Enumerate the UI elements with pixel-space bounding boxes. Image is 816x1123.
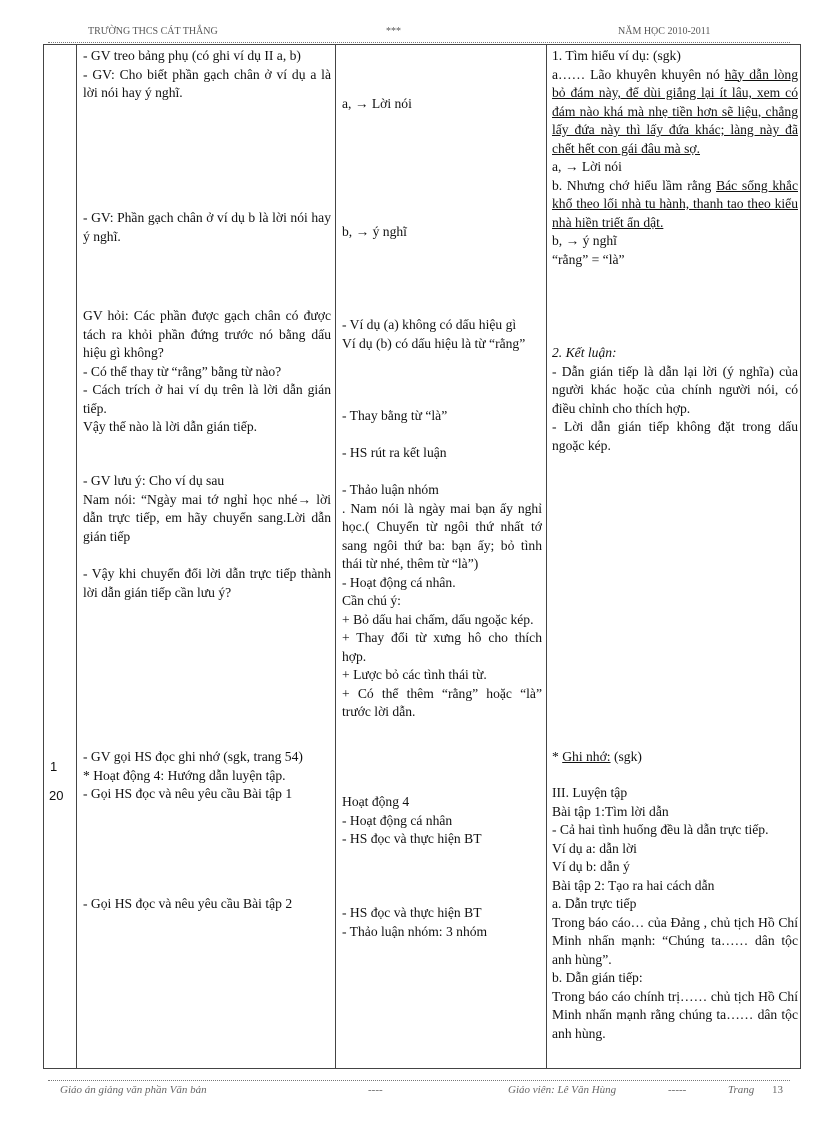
student-block-3: - Ví dụ (a) không có dấu hiệu gì Ví dụ (b) có dấu hiệu là từ “rằng”: [342, 317, 526, 351]
student-block-5: - HS rút ra kết luận: [342, 445, 447, 460]
teacher-block-1: - GV treo bảng phụ (có ghi ví dụ II a, b) - GV: Cho biết phần gạch chân ở ví dụ a là lời nói hay ý nghĩ.: [83, 48, 331, 100]
footer-page-label: Trang: [728, 1084, 755, 1096]
teacher-block-4: - GV lưu ý: Cho ví dụ sau Nam nói: “Ngày mai tớ nghỉ học nhé→ lời dẫn trực tiếp, em hãy chuyển sang.Lời dẫn gián tiếp: [83, 473, 331, 544]
page-footer: [48, 1080, 790, 1101]
teacher-block-7: - Gọi HS đọc và nêu yêu cầu Bài tập 2: [83, 896, 293, 911]
student-block-6: - Thảo luận nhóm . Nam nói là ngày mai bạn ấy nghỉ học.( Chuyển từ ngôi thứ nhất tớ sang ngôi thứ ba: bạn ấy; bỏ tình thái từ nhé, thêm từ “là”) - Hoạt động cá nhân. Cần chú ý: + Bỏ dấu hai chấm, dấu ngoặc kép. + Thay đổi từ xưng hô cho thích hợp. + Lược bỏ các tình thái từ. + Có thể thêm “rằng” hoặc “là” trước lời dẫn.: [342, 482, 542, 719]
student-activity-column: [336, 45, 547, 1069]
remember-note: * Ghi nhớ: (sgk): [552, 749, 642, 764]
student-block-1: a, → Lời nói: [342, 96, 412, 111]
example-b-note: “rằng” = “là”: [552, 251, 625, 267]
teacher-block-6: - GV gọi HS đọc ghi nhớ (sgk, trang 54) * Hoạt động 4: Hướng dẫn luyện tập. - Gọi HS đọc và nêu yêu cầu Bài tập 1: [83, 749, 303, 801]
footer-dash-2: -----: [668, 1084, 687, 1096]
conclusion-section: 2. Kết luận: - Dẫn gián tiếp là dẫn lại lời (ý nghĩa) của người khác hoặc của chính người nói, có điều chỉnh cho thích hợp. - Lời dẫn gián tiếp không đặt trong dấu ngoặc kép.: [552, 345, 798, 453]
example-b-result: b, → ý nghĩ: [552, 233, 617, 248]
example-section: [552, 47, 798, 269]
teacher-block-2: - GV: Phần gạch chân ở ví dụ b là lời nói hay ý nghĩ.: [83, 210, 331, 244]
example-heading: 1. Tìm hiểu ví dụ: (sgk): [552, 48, 681, 63]
student-block-4: - Thay bằng từ “là”: [342, 408, 448, 423]
page-header: [48, 22, 790, 43]
teacher-block-5: - Vậy khi chuyển đổi lời dẫn trực tiếp thành lời dẫn gián tiếp cần lưu ý?: [83, 566, 331, 600]
practice-section: III. Luyện tập Bài tập 1:Tìm lời dẫn - Cả hai tình huống đều là dẫn trực tiếp. Ví dụ a: dẫn lời Ví dụ b: dẫn ý Bài tập 2: Tạo ra hai cách dẫn a. Dẫn trực tiếp Trong báo cáo… của Đảng , chủ tịch Hồ Chí Minh nhấn mạnh: “Chúng ta…… dân tộc anh hùng”. b. Dẫn gián tiếp: Trong báo cáo chính trị…… chủ tịch Hồ Chí Minh nhấn mạnh rằng chúng ta…… dân tộc anh hùng.: [552, 785, 798, 1041]
content-column: [547, 45, 801, 1069]
student-block-7: Hoạt động 4 - Hoạt động cá nhân - HS đọc và thực hiện BT: [342, 794, 482, 846]
header-separator: ***: [386, 26, 401, 37]
example-a: a…… Lão khuyên khuyên nó hãy dẫn lòng bỏ đám này, để dùi giắng lại ít lâu, xem có đám nào khá mà nhẹ tiền hơn sẽ liệu, chẳng lấy đứa này thì lấy đứa khác; làng này đã chết hết con gái đâu mà sợ.: [552, 66, 798, 156]
school-year: NĂM HỌC 2010-2011: [618, 26, 711, 37]
time-column: [44, 45, 77, 1069]
school-name: TRƯỜNG THCS CÁT THẮNG: [88, 26, 218, 37]
minutes-number: 20: [49, 788, 64, 803]
lesson-table: [43, 44, 801, 1069]
footer-page-number: 13: [772, 1084, 783, 1096]
footer-subject: Giáo án giảng văn phần Văn bản: [60, 1084, 207, 1096]
example-a-result: a, → Lời nói: [552, 159, 622, 174]
student-block-8: - HS đọc và thực hiện BT - Thảo luận nhóm: 3 nhóm: [342, 905, 488, 939]
period-number: 1: [50, 759, 58, 774]
footer-teacher: Giáo viên: Lê Văn Hùng: [508, 1084, 617, 1096]
conclusion-heading: 2. Kết luận:: [552, 345, 617, 360]
footer-dash-1: ----: [368, 1084, 383, 1096]
example-b: b. Nhưng chớ hiểu lầm rằng Bác sống khắc khổ theo lối nhà tu hành, thanh tao theo kiểu nhà hiền triết ẩn dật.: [552, 177, 798, 230]
student-block-2: b, → ý nghĩ: [342, 224, 407, 239]
teacher-activity-column: [77, 45, 336, 1069]
teacher-block-3: GV hỏi: Các phần được gạch chân có được tách ra khỏi phần đứng trước nó bằng dấu hiệu gì không? - Có thể thay từ “rằng” bằng từ nào? - Cách trích ở hai ví dụ trên là lời dẫn gián tiếp. Vậy thế nào là lời dẫn gián tiếp.: [83, 308, 331, 434]
